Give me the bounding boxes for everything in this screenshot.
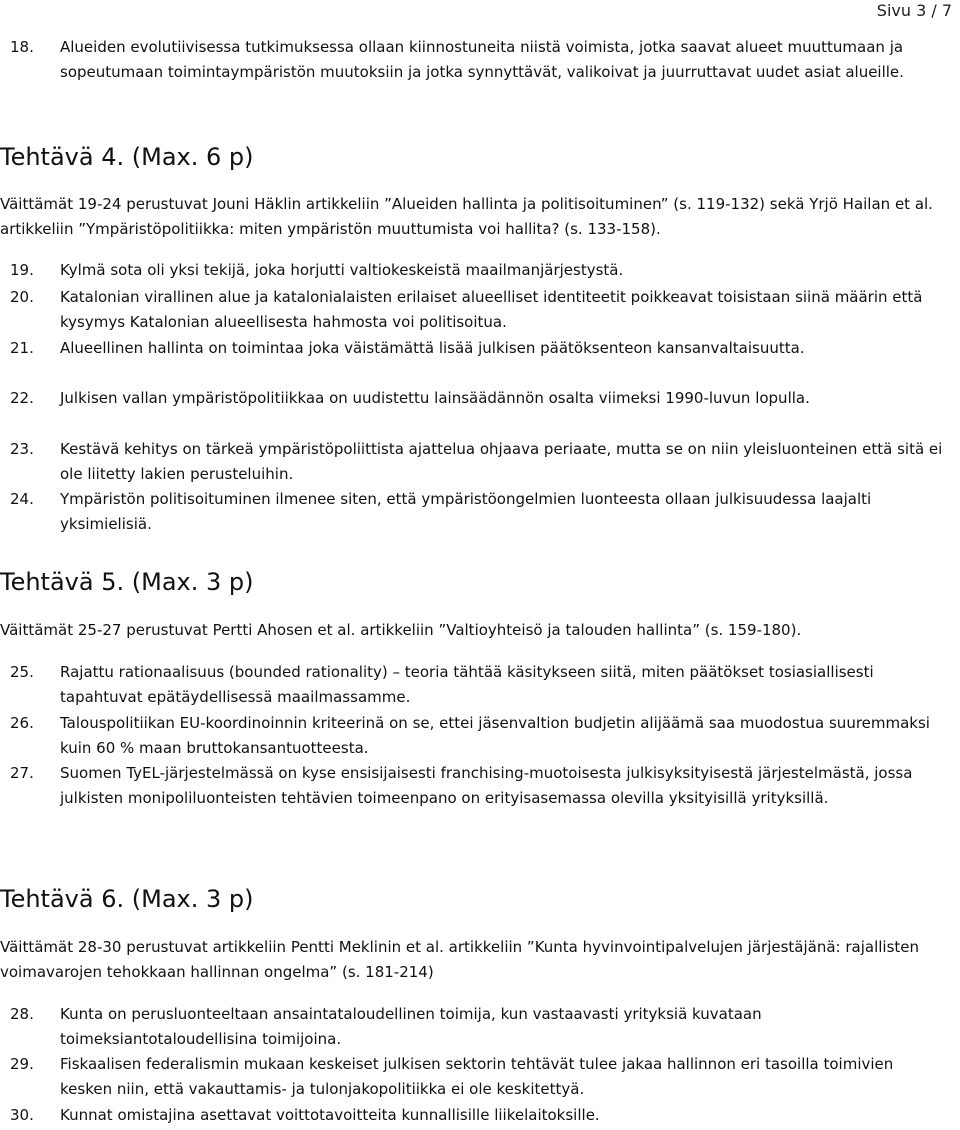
- statement-number: 27.: [10, 764, 34, 782]
- statement-28: [10, 1002, 950, 1052]
- task-4-heading: Tehtävä 4. (Max. 6 p): [0, 143, 254, 171]
- statement-number: 28.: [10, 1005, 34, 1023]
- statement-number: 20.: [10, 288, 34, 306]
- statement-text: Katalonian virallinen alue ja katalonialaisten erilaiset alueelliset identiteetit poikkeavat toisistaan siinä määrin että kysymys Katalonian alueellisesta hahmosta voi politisoitua.: [60, 288, 923, 331]
- statement-26: [10, 711, 950, 761]
- statement-text: Fiskaalisen federalismin mukaan keskeiset julkisen sektorin tehtävät tulee jakaa hallinnon eri tasoilla toimivien kesken niin, että vakauttamis- ja tulonjakopolitiikka ei ole keskitettyä.: [60, 1055, 894, 1098]
- statement-number: 26.: [10, 714, 34, 732]
- statement-22: [10, 386, 950, 411]
- page-number: Sivu 3 / 7: [876, 1, 952, 20]
- statement-number: 24.: [10, 490, 34, 508]
- statement-text: Rajattu rationaalisuus (bounded rationality) – teoria tähtää käsitykseen siitä, miten päätökset tosiasiallisesti tapahtuvat epätäydellisessä maailmassamme.: [60, 663, 874, 706]
- statement-number: 30.: [10, 1106, 34, 1124]
- statement-text: Talouspolitiikan EU-koordinoinnin kriteerinä on se, ettei jäsenvaltion budjetin alijäämä saa muodostua suuremmaksi kuin 60 % maan bruttokansantuotteesta.: [60, 714, 930, 757]
- statement-18: [10, 35, 950, 85]
- statement-text: Kunnat omistajina asettavat voittotavoitteita kunnallisille liikelaitoksille.: [60, 1106, 600, 1124]
- statement-number: 19.: [10, 261, 34, 279]
- statement-text: Alueellinen hallinta on toimintaa joka väistämättä lisää julkisen päätöksenteon kansanvaltaisuutta.: [60, 339, 805, 357]
- task-6-heading: Tehtävä 6. (Max. 3 p): [0, 885, 254, 913]
- statement-text: Alueiden evolutiivisessa tutkimuksessa ollaan kiinnostuneita niistä voimista, jotka saavat alueet muuttumaan ja sopeutumaan toimintaympäristön muutoksiin ja jotka synnyttävät, valikoivat ja juurruttavat uudet asiat alueille.: [60, 38, 904, 81]
- statement-text: Kestävä kehitys on tärkeä ympäristöpoliittista ajattelua ohjaava periaate, mutta se on niin yleisluonteinen että sitä ei ole liitetty lakien perusteluihin.: [60, 440, 943, 483]
- statement-number: 22.: [10, 389, 34, 407]
- statement-text: Suomen TyEL-järjestelmässä on kyse ensisijaisesti franchising-muotoisesta julkisyksityisestä järjestelmästä, jossa julkisten monipoliluonteisten tehtävien toimeenpano on erityisasemassa olevilla yksityisillä yrityksillä.: [60, 764, 913, 807]
- task-5-heading: Tehtävä 5. (Max. 3 p): [0, 568, 254, 596]
- statement-21: [10, 336, 950, 361]
- statement-19: [10, 258, 950, 283]
- statement-number: 23.: [10, 440, 34, 458]
- statement-text: Kylmä sota oli yksi tekijä, joka horjutti valtiokeskeistä maailmanjärjestystä.: [60, 261, 624, 279]
- statement-text: Ympäristön politisoituminen ilmenee siten, että ympäristöongelmien luonteesta ollaan julkisuudessa laajalti yksimielisiä.: [60, 490, 872, 533]
- statement-text: Julkisen vallan ympäristöpolitiikkaa on uudistettu lainsäädännön osalta viimeksi 1990-luvun lopulla.: [60, 389, 810, 407]
- statement-number: 18.: [10, 38, 34, 56]
- statement-text: Kunta on perusluonteeltaan ansaintataloudellinen toimija, kun vastaavasti yrityksiä kuvataan toimeksiantotaloudellisina toimijoina.: [60, 1005, 762, 1048]
- statement-24: [10, 487, 950, 537]
- statement-20: [10, 285, 950, 335]
- statement-27: [10, 761, 950, 811]
- task-6-intro: Väittämät 28-30 perustuvat artikkeliin Pentti Meklinin et al. artikkeliin ”Kunta hyvinvointipalvelujen järjestäjänä: rajallisten voimavarojen tehokkaan hallinnan ongelma” (s. 181-214): [0, 938, 920, 981]
- statement-number: 29.: [10, 1055, 34, 1073]
- task-5-intro: Väittämät 25-27 perustuvat Pertti Ahosen et al. artikkeliin ”Valtioyhteisö ja talouden hallinta” (s. 159-180).: [0, 621, 802, 639]
- statement-number: 25.: [10, 663, 34, 681]
- task-4-intro: Väittämät 19-24 perustuvat Jouni Häklin artikkeliin ”Alueiden hallinta ja politisoituminen” (s. 119-132) sekä Yrjö Hailan et al. artikkeliin ”Ympäristöpolitiikka: miten ympäristön muuttumista voi hallita? (s. 133-158).: [0, 195, 933, 238]
- statement-29: [10, 1052, 950, 1102]
- statement-23: [10, 437, 950, 487]
- statement-number: 21.: [10, 339, 34, 357]
- statement-25: [10, 660, 950, 710]
- statement-30: [10, 1103, 950, 1128]
